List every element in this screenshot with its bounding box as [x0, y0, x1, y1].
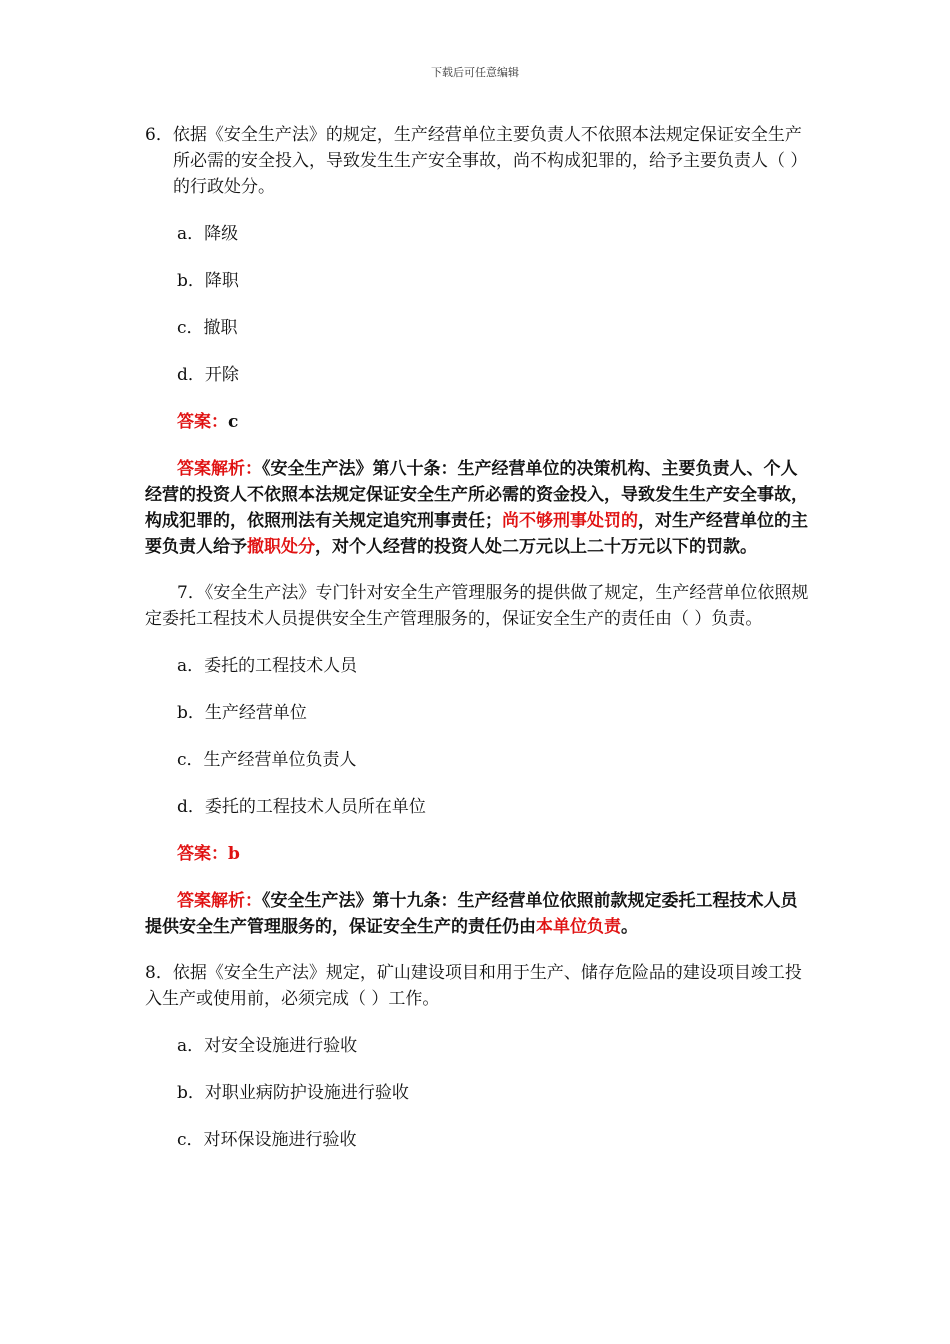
q6-analysis-text-3: ，对个人经营的投资人处二万元以上二十万元以下的罚款。 [315, 537, 757, 557]
q7-option-a: a．委托的工程技术人员 [177, 656, 358, 676]
q7-analysis-text-2: 。 [621, 917, 638, 937]
q6-option-c: c．撤职 [177, 318, 238, 338]
q7-option-d: d．委托的工程技术人员所在单位 [177, 797, 426, 817]
page-header: 下载后可任意编辑 [431, 66, 519, 79]
q6-option-b: b．降职 [177, 271, 239, 291]
q7-analysis-label: 答案解析： [177, 891, 262, 911]
q6-analysis-text-2: ，对生产经营单位的主要负责人给予 [145, 511, 808, 557]
q6-answer-value: c [228, 412, 239, 432]
document-body [145, 122, 810, 1153]
q6-option-d: d．开除 [177, 365, 239, 385]
q6-analysis [145, 456, 810, 560]
question-6: 6．依据《安全生产法》的规定，生产经营单位主要负责人不依照本法规定保证安全生产所必需的安全投入，导致发生生产安全事故，尚不构成犯罪的，给予主要负责人（ ）的行政处分。 [145, 125, 808, 197]
q6-analysis-text-1: 《安全生产法》第八十条：生产经营单位的决策机构、主要负责人、个人经营的投资人不依照本法规定保证安全生产所必需的资金投入，导致发生生产安全事故，构成犯罪的，依照刑法有关规定追究刑事责任； [145, 459, 808, 531]
q7-answer [145, 841, 810, 867]
q6-analysis-highlight-1: 尚不够刑事处罚的 [502, 511, 638, 531]
q6-answer-label: 答案： [177, 412, 228, 432]
q7-analysis-highlight-1: 本单位负责 [536, 917, 621, 937]
q7-option-c: c．生产经营单位负责人 [177, 750, 357, 770]
q7-option-b: b．生产经营单位 [177, 703, 307, 723]
question-8: 8．依据《安全生产法》规定，矿山建设项目和用于生产、储存危险品的建设项目竣工投入生产或使用前，必须完成（ ）工作。 [145, 963, 802, 1009]
q7-analysis [145, 888, 810, 940]
q6-analysis-label: 答案解析： [177, 459, 262, 479]
q7-answer-label: 答案： [177, 844, 228, 864]
q7-answer-value: b [228, 844, 240, 864]
q8-option-b: b．对职业病防护设施进行验收 [177, 1083, 409, 1103]
question-7: 7．《安全生产法》专门针对安全生产管理服务的提供做了规定，生产经营单位依照规定委托工程技术人员提供安全生产管理服务的，保证安全生产的责任由（ ）负责。 [145, 583, 809, 629]
q8-option-a: a．对安全设施进行验收 [177, 1036, 358, 1056]
q8-option-c: c．对环保设施进行验收 [177, 1130, 357, 1150]
q6-answer [145, 409, 810, 435]
q6-analysis-highlight-2: 撤职处分 [247, 537, 315, 557]
q6-option-a: a．降级 [177, 224, 239, 244]
q7-analysis-text-1: 《安全生产法》第十九条：生产经营单位依照前款规定委托工程技术人员提供安全生产管理服务的，保证安全生产的责任仍由 [145, 891, 798, 937]
